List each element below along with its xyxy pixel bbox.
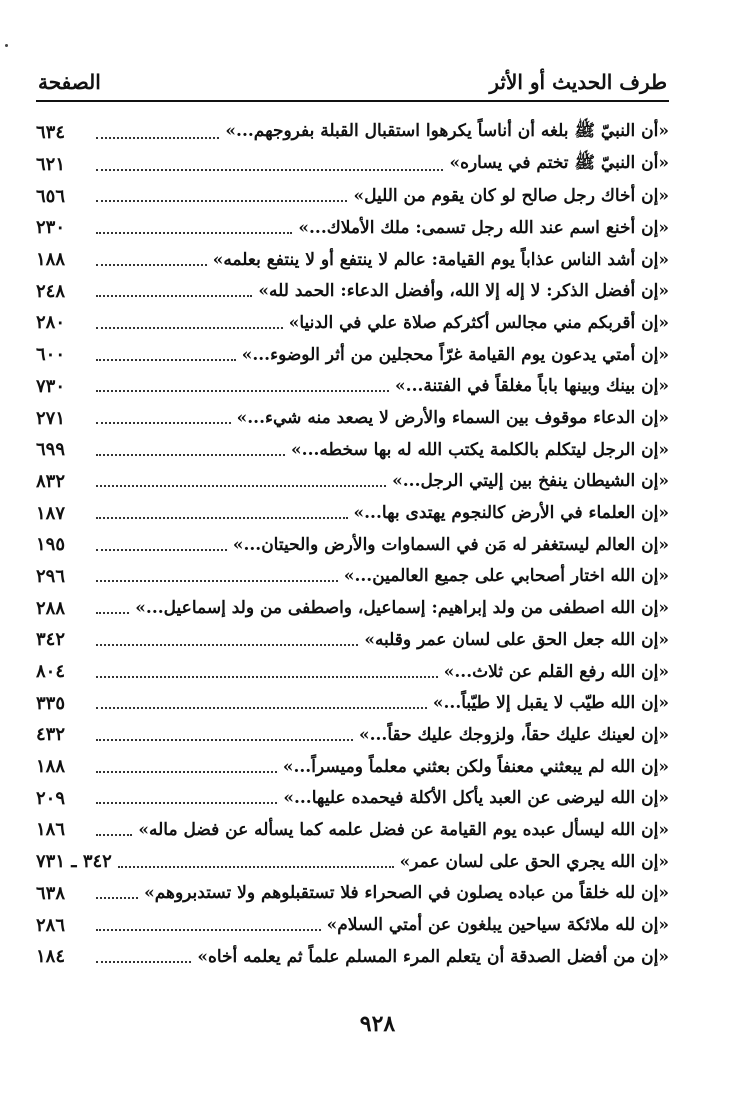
entry-text: «إن الله يجري الحق على لسان عمر» bbox=[399, 851, 669, 872]
leader-dots bbox=[96, 549, 227, 551]
index-entry bbox=[36, 275, 669, 307]
entry-text: «إن الرجل ليتكلم بالكلمة يكتب الله له بها سخطه...» bbox=[291, 439, 669, 460]
entry-page-number: ٢٨٨ bbox=[36, 597, 66, 619]
entry-text: «إن الله ليسأل عبده يوم القيامة عن فضل علمه كما يسأله عن فضل ماله» bbox=[138, 819, 669, 840]
entry-page-number: ١٩٥ bbox=[36, 534, 66, 556]
index-entry bbox=[36, 371, 669, 403]
index-entry bbox=[36, 909, 669, 941]
entry-page-number: ٦٣٤ bbox=[36, 122, 66, 144]
index-entry bbox=[36, 117, 669, 149]
leader-dots bbox=[96, 264, 207, 266]
index-entry bbox=[36, 814, 669, 846]
entry-page-number: ٣٤٢ ـ ٧٣١ bbox=[36, 851, 112, 873]
index-entry bbox=[36, 687, 669, 719]
entry-page-number: ٦٥٦ bbox=[36, 185, 66, 207]
entry-text: «إن لله خلقاً من عباده يصلون في الصحراء فلا تستقبلوهم ولا تستدبروهم» bbox=[144, 883, 669, 904]
leader-dots bbox=[96, 612, 129, 614]
entry-page-number: ١٨٧ bbox=[36, 502, 66, 524]
leader-dots bbox=[96, 897, 138, 899]
entry-page-number: ٢٨٦ bbox=[36, 914, 66, 936]
entry-text: «إن الله رفع القلم عن ثلاث...» bbox=[443, 661, 669, 682]
leader-dots bbox=[96, 200, 347, 202]
index-entry bbox=[36, 719, 669, 751]
entry-page-number: ٢٨٠ bbox=[36, 312, 66, 334]
index-entry bbox=[36, 751, 669, 783]
entry-page-number: ٢٩٦ bbox=[36, 565, 66, 587]
entry-text: «إن الله جعل الحق على لسان عمر وقلبه» bbox=[364, 629, 669, 650]
leader-dots bbox=[96, 802, 277, 804]
index-entry bbox=[36, 561, 669, 593]
entry-text: «إن من أفضل الصدقة أن يتعلم المرء المسلم علماً ثم يعلمه أخاه» bbox=[197, 946, 669, 967]
page-number: ٩٢٨ bbox=[359, 1011, 396, 1037]
entry-text: «إن أفضل الذكر: لا إله إلا الله، وأفضل الدعاء: الحمد لله» bbox=[258, 281, 669, 302]
index-entry bbox=[36, 212, 669, 244]
entry-page-number: ١٨٦ bbox=[36, 819, 66, 841]
entry-text: «إن الدعاء موقوف بين السماء والأرض لا يصعد منه شيء...» bbox=[236, 408, 669, 429]
entry-text: «إن بينك وبينها باباً مغلقاً في الفتنة...» bbox=[395, 376, 669, 397]
index-entry bbox=[36, 497, 669, 529]
leader-dots bbox=[96, 517, 348, 519]
entry-page-number: ١٨٨ bbox=[36, 249, 66, 271]
leader-dots bbox=[96, 232, 292, 234]
index-entry bbox=[36, 466, 669, 498]
entry-text: «إن لله ملائكة سياحين يبلغون عن أمتي السلام» bbox=[326, 915, 669, 936]
entry-text: «أن النبيّ ﷺ تختم في يساره» bbox=[449, 153, 669, 174]
entry-page-number: ٨٠٤ bbox=[36, 661, 66, 683]
entry-page-number: ٢٠٩ bbox=[36, 787, 66, 809]
entry-text: «إن الله ليرضى عن العبد يأكل الأكلة فيحمده عليها...» bbox=[283, 788, 669, 809]
leader-dots bbox=[96, 137, 219, 139]
entry-page-number: ٦٩٩ bbox=[36, 439, 66, 461]
index-entry bbox=[36, 846, 669, 878]
entry-text: «إن الشيطان ينفخ بين إليتي الرجل...» bbox=[392, 471, 669, 492]
index-entry bbox=[36, 149, 669, 181]
leader-dots bbox=[96, 580, 338, 582]
index-entry bbox=[36, 244, 669, 276]
leader-dots bbox=[96, 295, 252, 297]
entry-page-number: ٣٣٥ bbox=[36, 692, 66, 714]
hadith-index-list bbox=[36, 117, 669, 973]
leader-dots bbox=[96, 929, 321, 931]
leader-dots bbox=[96, 739, 353, 741]
index-entry bbox=[36, 339, 669, 371]
entry-text: «أن النبيّ ﷺ بلغه أن أناساً يكرهوا استقبال القبلة بفروجهم...» bbox=[225, 121, 669, 142]
leader-dots bbox=[96, 169, 443, 171]
leader-dots bbox=[96, 771, 277, 773]
entry-page-number: ٦٢١ bbox=[36, 154, 66, 176]
entry-text: «إن أخنع اسم عند الله رجل تسمى: ملك الأملاك...» bbox=[298, 217, 669, 238]
entry-text: «إن العلماء في الأرض كالنجوم يهتدى بها...» bbox=[353, 503, 669, 524]
leader-dots bbox=[96, 422, 231, 424]
entry-text: «إن أقربكم مني مجالس أكثركم صلاة علي في الدنيا» bbox=[288, 312, 669, 333]
entry-page-number: ٦٠٠ bbox=[36, 344, 66, 366]
entry-page-number: ١٨٤ bbox=[36, 946, 66, 968]
index-entry bbox=[36, 307, 669, 339]
entry-page-number: ١٨٨ bbox=[36, 756, 66, 778]
index-entry bbox=[36, 529, 669, 561]
entry-text: «إن أشد الناس عذاباً يوم القيامة: عالم لا ينتفع أو لا ينتفع بعلمه» bbox=[212, 249, 669, 270]
header-page-label: الصفحة bbox=[38, 70, 101, 94]
entry-text: «إن أمتي يدعون يوم القيامة غرّاً محجلين من أثر الوضوء...» bbox=[241, 344, 669, 365]
index-entry bbox=[36, 941, 669, 973]
index-entry bbox=[36, 624, 669, 656]
entry-page-number: ٦٣٨ bbox=[36, 882, 66, 904]
leader-dots bbox=[96, 834, 132, 836]
entry-page-number: ٤٣٢ bbox=[36, 724, 66, 746]
leader-dots bbox=[96, 707, 427, 709]
entry-text: «إن لعينك عليك حقاً، ولزوجك عليك حقاً...» bbox=[358, 724, 669, 745]
entry-page-number: ٢٧١ bbox=[36, 407, 66, 429]
entry-page-number: ٨٣٢ bbox=[36, 470, 66, 492]
entry-page-number: ٣٤٢ bbox=[36, 629, 66, 651]
index-entry bbox=[36, 592, 669, 624]
leader-dots bbox=[96, 485, 386, 487]
index-entry bbox=[36, 656, 669, 688]
leader-dots bbox=[118, 866, 394, 868]
index-entry bbox=[36, 878, 669, 910]
entry-text: «إن أخاك رجل صالح لو كان يقوم من الليل» bbox=[353, 186, 669, 207]
scan-speck bbox=[5, 44, 8, 47]
entry-page-number: ٧٣٠ bbox=[36, 375, 66, 397]
table-header bbox=[36, 66, 669, 102]
index-entry bbox=[36, 782, 669, 814]
leader-dots bbox=[96, 390, 389, 392]
index-entry bbox=[36, 180, 669, 212]
index-entry bbox=[36, 402, 669, 434]
leader-dots bbox=[96, 359, 236, 361]
entry-text: «إن الله اختار أصحابي على جميع العالمين...» bbox=[343, 566, 669, 587]
leader-dots bbox=[96, 644, 358, 646]
index-entry bbox=[36, 434, 669, 466]
entry-text: «إن الله طيّب لا يقبل إلا طيّباً...» bbox=[432, 693, 669, 714]
leader-dots bbox=[96, 676, 438, 678]
leader-dots bbox=[96, 961, 191, 963]
entry-text: «إن الله اصطفى من ولد إبراهيم: إسماعيل، واصطفى من ولد إسماعيل...» bbox=[135, 598, 669, 619]
entry-page-number: ٢٤٨ bbox=[36, 280, 66, 302]
leader-dots bbox=[96, 454, 285, 456]
entry-text: «إن الله لم يبعثني معنفاً ولكن بعثني معلماً وميسراً...» bbox=[282, 756, 669, 777]
entry-page-number: ٢٣٠ bbox=[36, 217, 66, 239]
header-title: طرف الحديث أو الأثر bbox=[489, 70, 667, 94]
leader-dots bbox=[96, 327, 283, 329]
entry-text: «إن العالم ليستغفر له مَن في السماوات والأرض والحيتان...» bbox=[232, 534, 669, 555]
